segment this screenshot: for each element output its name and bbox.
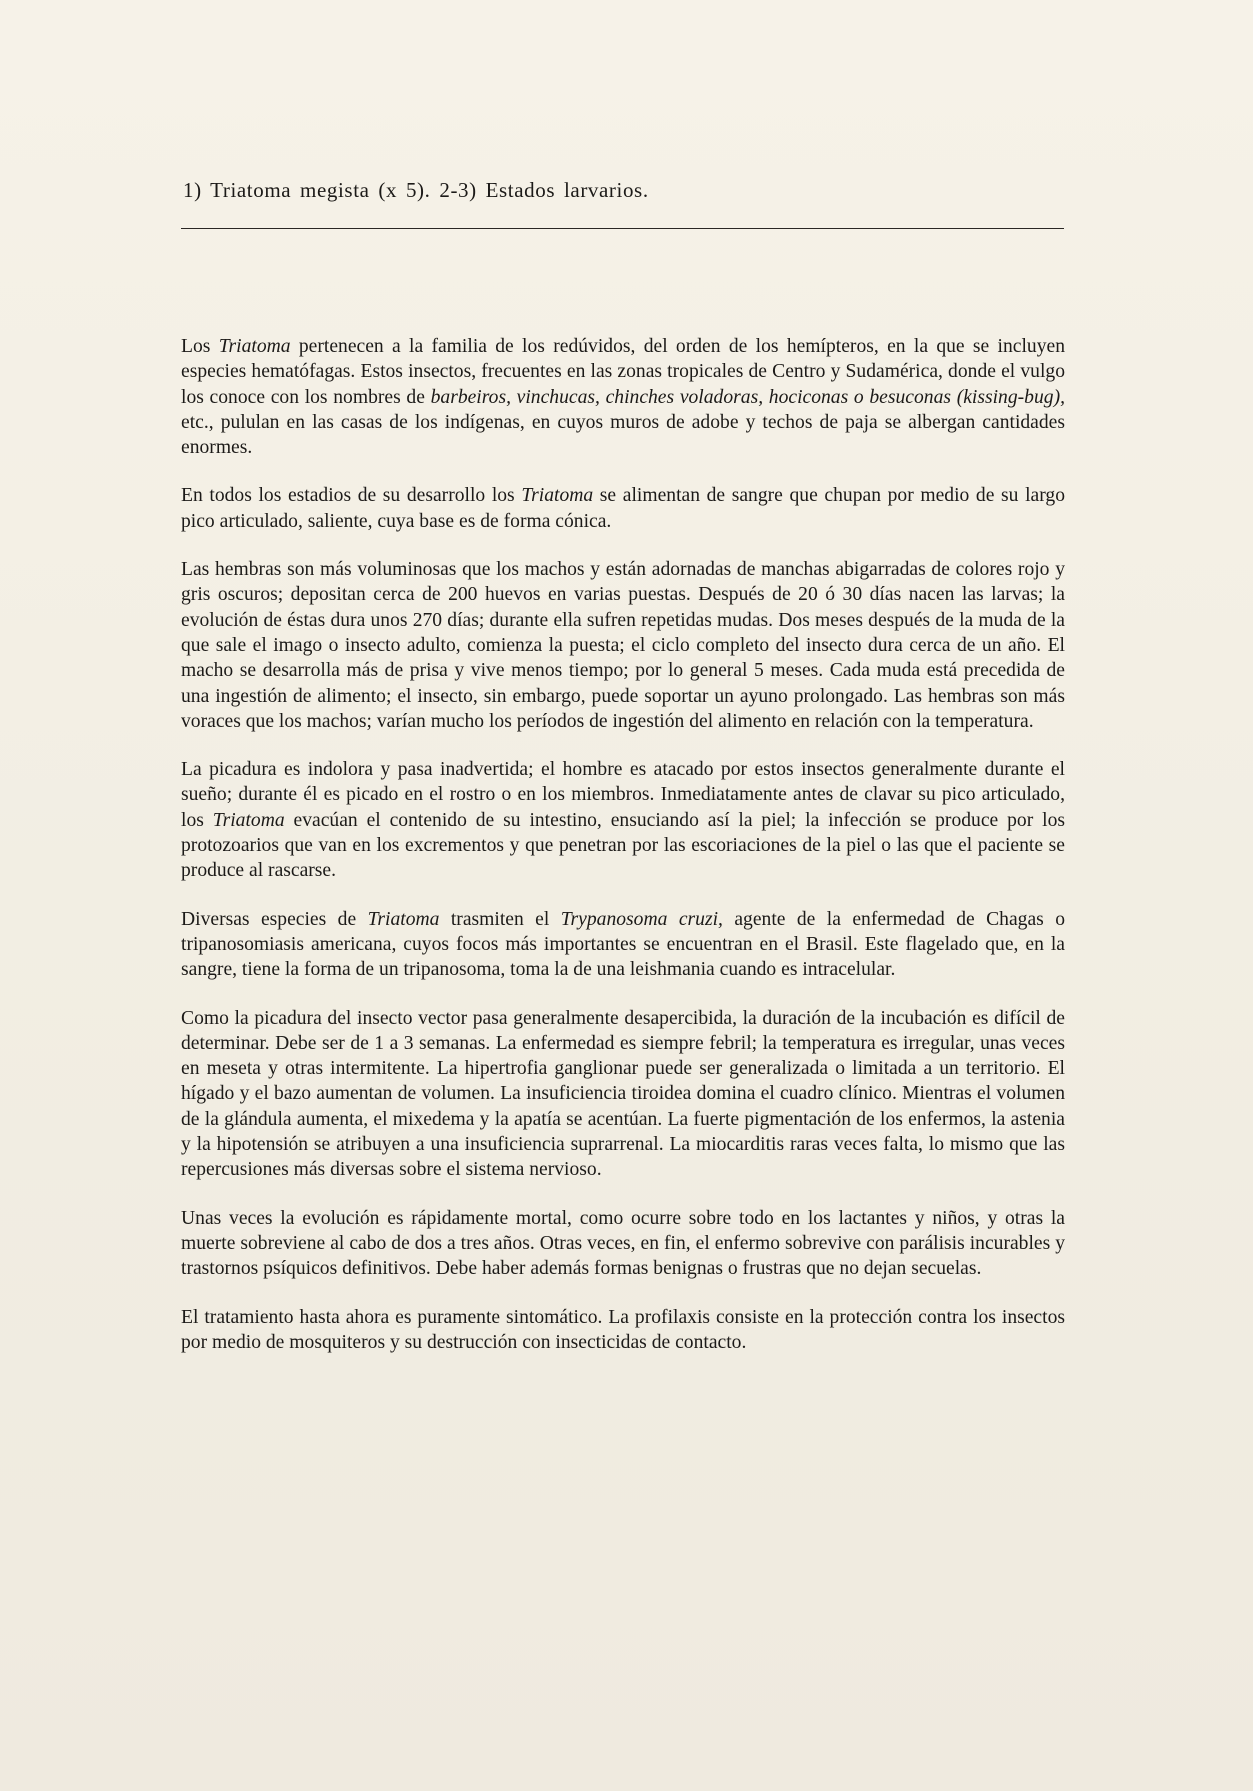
- italic-term: Triatoma: [521, 485, 594, 507]
- italic-term: Triatoma: [367, 908, 440, 930]
- text-run: se alimentan de sangre que chupan por medio de su largo pico articulado, saliente, cuya base es de forma cónica.: [181, 485, 1065, 532]
- italic-term: Triatoma: [212, 809, 285, 831]
- text-run: evacúan el contenido de su intestino, ensuciando así la piel; la infección se produce por los protozoarios que van en los excrementos y que penetran por las escoriaciones de la piel o las que el paciente se produce al rascarse.: [181, 809, 1065, 882]
- text-run: Diversas especies de: [181, 908, 368, 930]
- figure-caption: 1) Triatoma megista (x 5). 2-3) Estados larvarios.: [183, 178, 649, 202]
- italic-term: Trypanosoma cruzi,: [560, 908, 723, 930]
- paragraph: [181, 1206, 1065, 1282]
- paragraph: [181, 1006, 1065, 1183]
- text-run: El tratamiento hasta ahora es puramente sintomático. La profilaxis consiste en la protección contra los insectos por medio de mosquiteros y su destrucción con insecticidas de contacto.: [181, 1306, 1065, 1353]
- text-run: etc., pululan en las casas de los indígenas, en cuyos muros de adobe y techos de paja se albergan cantidades enormes.: [181, 411, 1065, 459]
- paragraph: [181, 1305, 1065, 1356]
- text-run: En todos los estadios de su desarrollo los: [181, 485, 522, 507]
- text-run: La picadura es indolora y pasa inadvertida; el hombre es atacado por estos insectos generalmente durante el sueño; durante él es picado en el rostro o en los miembros. Inmediatamente antes de clavar su pico articulado, los: [181, 759, 1065, 831]
- text-run: agente de la enfermedad de Chagas o tripanosomiasis americana, cuyos focos más importantes se encuentran en el Brasil. Este flagelado que, en la sangre, tiene la forma de un tripanosoma, toma la de una leishmania cuando es intracelular.: [181, 908, 1066, 981]
- caption-divider: [181, 228, 1064, 229]
- paragraph: [181, 334, 1065, 460]
- text-run: trasmiten el: [439, 908, 561, 930]
- text-run: Unas veces la evolución es rápidamente mortal, como ocurre sobre todo en los lactantes y niños, y otras la muerte sobreviene al cabo de dos a tres años. Otras veces, en fin, el enfermo sobrevive con parálisis incurables y trastornos psíquicos definitivos. Debe haber además formas benignas o frustras que no dejan secuelas.: [181, 1207, 1065, 1280]
- text-run: Las hembras son más voluminosas que los machos y están adornadas de manchas abigarradas de colores rojo y gris oscuros; depositan cerca de 200 huevos en varias puestas. Después de 20 ó 30 días nacen las larvas; la evolución de éstas dura unos 270 días; durante ella sufren repetidas mudas. Dos meses después de la muda de la que sale el imago o insecto adulto, comienza la puesta; el ciclo completo del insecto dura cerca de un año. El macho se desarrolla más de prisa y vive menos tiempo; por lo general 5 meses. Cada muda está precedida de una ingestión de alimento; el insecto, sin embargo, puede soportar un ayuno prolongado. Las hembras son más voraces que los machos; varían mucho los períodos de ingestión del alimento en relación con la temperatura.: [181, 559, 1065, 732]
- text-run: Como la picadura del insecto vector pasa generalmente desapercibida, la duración de la incubación es difícil de determinar. Debe ser de 1 a 3 semanas. La enfermedad es siempre febril; la temperatura es irregular, unas veces en meseta y otras intermitente. La hipertrofia ganglionar puede ser generalizada o limitada a un territorio. El hígado y el bazo aumentan de volumen. La insuficiencia tiroidea domina el cuadro clínico. Mientras el volumen de la glándula aumenta, el mixedema y la apatía se acentúan. La fuerte pigmentación de los enfermos, la astenia y la hipotensión se atribuyen a una insuficiencia suprarrenal. La miocarditis raras veces falta, lo mismo que las repercusiones más diversas sobre el sistema nervioso.: [181, 1007, 1065, 1181]
- text-run: pertenecen a la familia de los redúvidos, del orden de los hemípteros, en la que se incluyen especies hematófagas. Estos insectos, frecuentes en las zonas tropicales de Centro y Sudamérica, donde el vulgo los conoce con los nombres de: [181, 336, 1065, 408]
- paragraph: [181, 907, 1065, 983]
- paragraph: [181, 483, 1065, 534]
- body-text: [181, 334, 1065, 1378]
- italic-term: Triatoma: [218, 336, 291, 357]
- text-run: Los: [181, 336, 219, 357]
- italic-term: barbeiros, vinchucas, chinches voladoras, hociconas o besuconas (kissing-bug),: [430, 386, 1065, 408]
- paragraph: [181, 757, 1065, 883]
- paragraph: [181, 557, 1065, 734]
